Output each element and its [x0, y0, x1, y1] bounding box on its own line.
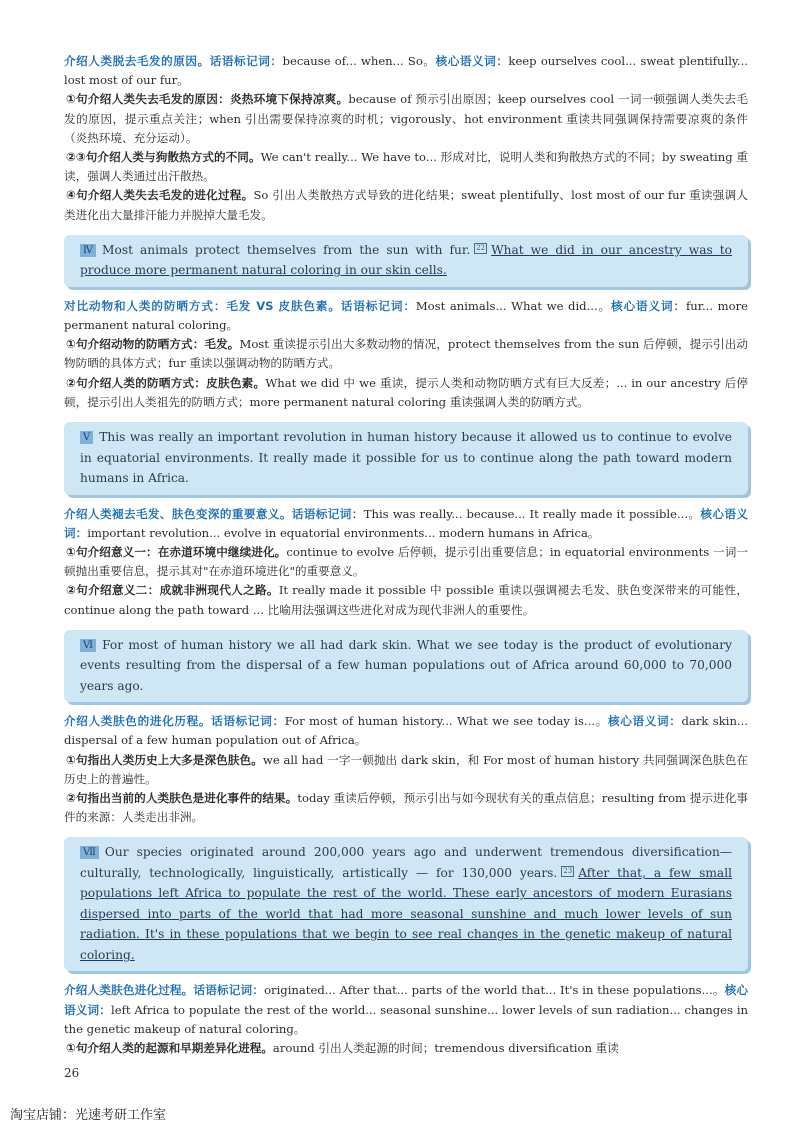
question-marker: 23: [563, 866, 573, 875]
section-intro-heading: 介绍人类肤色的进化历程。话语标记词：For most of human history... What we see today is...。核心语义词：dark skin... dispersal of a few human population out of Africa。: [64, 714, 748, 748]
analysis-paragraph: ②句指出当前的人类肤色是进化事件的结果。today 重读后停顿，预示引出与如今现状有关的重点信息；resulting from 提示进化事件的来源：人类走出非洲。: [64, 791, 749, 825]
paragraph-number-badge: Ⅵ: [80, 639, 96, 652]
section-intro-heading: 对比动物和人类的防晒方式：毛发 VS 皮肤色素。话语标记词：Most animals... What we did...。核心语义词：fur... more permanent natural coloring。: [64, 298, 748, 333]
analysis-paragraph: ②句介绍人类的防晒方式：皮肤色素。What we did 中 we 重读，提示人类和动物防晒方式有巨大反差；... in our ancestry 后停顿，提示引出人类祖先的防晒方式；more permanent natural coloring 重读强调人类的防晒方式。: [64, 375, 748, 409]
section-intro-heading: 介绍人类脱去毛发的原因。话语标记词：because of... when... So。核心语义词：keep ourselves cool... sweat plentifully... lost most of our fur。: [64, 54, 748, 88]
analysis-paragraph: ①句介绍人类的起源和早期差异化进程。around 引出人类起源的时间；tremendous diversification 重读: [66, 1041, 619, 1056]
underlined-key-sentence: After that, a few small populations left Africa to populate the rest of the world. These early ancestors of modern Eurasians dispersed into parts of the world that had more seasonal sunshine and much lower levels of sun radiation. It's in these populations that we begin to see real changes in the genetic makeup of natural coloring.: [80, 865, 732, 962]
analysis-paragraph: ①句介绍意义一：在赤道环境中继续进化。continue to evolve 后停顿，提示引出重要信息；in equatorial environments 一词一顿抛出重要信息，提示其对"在赤道环境进化"的重要意义。: [64, 544, 748, 579]
page-content: [64, 52, 748, 1058]
section-title: 介绍人类褪去毛发、肤色变深的重要意义。话语标记词：: [64, 506, 364, 521]
section-title: 对比动物和人类的防晒方式：毛发 VS 皮肤色素。话语标记词：: [64, 298, 416, 313]
analysis-paragraph: ②句介绍意义二：成就非洲现代人之路。It really made it possible 中 possible 重读以强调褪去毛发、肤色变深带来的可能性，continue along the path toward ... 比喻用法强调这些进化对成为现代非洲人的重要性。: [64, 583, 748, 617]
shop-watermark: 淘宝店铺：光速考研工作室: [10, 1108, 167, 1123]
transcript-text: For most of human history we all had dark skin. What we see today is the product of evolutionary events resulting from the dispersal of a few human populations out of Africa around 60,000 to 70,000 years ago.: [80, 637, 732, 693]
section-intro-heading: 介绍人类肤色进化过程。话语标记词：originated... After that... parts of the world that... It's in these populations...。核心语义词：left Africa to populate the rest of the world... seasonal sunshine... lower levels of sun radiation... changes in the genetic makeup of natural coloring。: [64, 983, 748, 1036]
analysis-paragraph: ①句介绍动物的防晒方式：毛发。Most 重读提示引出大多数动物的情况，protect themselves from the sun 后停顿，提示引出动物防晒的具体方式；fur 重读以强调动物的防晒方式。: [64, 337, 748, 371]
section-intro-heading: 介绍人类褪去毛发、肤色变深的重要意义。话语标记词：This was really... because... It really made it possible...。核心语义词：important revolution... evolve in equatorial environments... modern humans in Africa。: [64, 506, 748, 540]
paragraph-number-badge: Ⅳ: [80, 244, 96, 257]
transcript-text: Most animals protect themselves from the sun with fur.: [102, 242, 471, 257]
section-title: 介绍人类肤色的进化历程。话语标记词：: [64, 714, 285, 729]
transcript-box-4: [64, 235, 748, 287]
transcript-text: This was really an important revolution in human history because it allowed us to continue to evolve in equatorial environments. It really made it possible for us to continue along the path toward modern humans in Africa.: [80, 430, 732, 486]
transcript-box-7: [64, 837, 748, 971]
analysis-paragraph: ①句指出人类历史上大多是深色肤色。we all had 一字一顿抛出 dark skin，和 For most of human history 共同强调深色肤色在历史上的普遍性。: [64, 752, 749, 786]
transcript-text: Our species originated around 200,000 years ago and underwent tremendous diversification— culturally, technologically, linguistically, artistically — for 130,000 years.: [80, 845, 732, 880]
question-marker: 22: [476, 243, 486, 252]
transcript-box-6: [64, 630, 748, 703]
paragraph-number-badge: Ⅶ: [80, 846, 99, 859]
transcript-box-5: [64, 422, 748, 495]
page-number: 26: [64, 1066, 80, 1080]
underlined-key-sentence: What we did in our ancestry was to produce more permanent natural coloring in our skin cells.: [80, 242, 732, 278]
paragraph-number-badge: Ⅴ: [80, 431, 93, 444]
analysis-paragraph: ②③句介绍人类与狗散热方式的不同。We can't really... We have to... 形成对比，说明人类和狗散热方式的不同；by sweating 重读，强调人类通过出汗散热。: [64, 150, 748, 184]
section-title: 介绍人类脱去毛发的原因。话语标记词：: [64, 54, 283, 68]
section-title: 介绍人类肤色进化过程。话语标记词：: [64, 983, 265, 998]
analysis-paragraph: ④句介绍人类失去毛发的进化过程。So 引出人类散热方式导致的进化结果；sweat plentifully、lost most of our fur 重读强调人类进化出大量排汗能力并脱掉大量毛发。: [64, 188, 748, 222]
analysis-paragraph: ①句介绍人类失去毛发的原因：炎热环境下保持凉爽。because of 预示引出原因；keep ourselves cool 一词一顿强调人类失去毛发的原因，提示重点关注；when 引出需要保持凉爽的时机；vigorously、hot environment 重读共同强调保持需要凉爽的条件（炎热环境、充分运动）。: [64, 92, 748, 145]
